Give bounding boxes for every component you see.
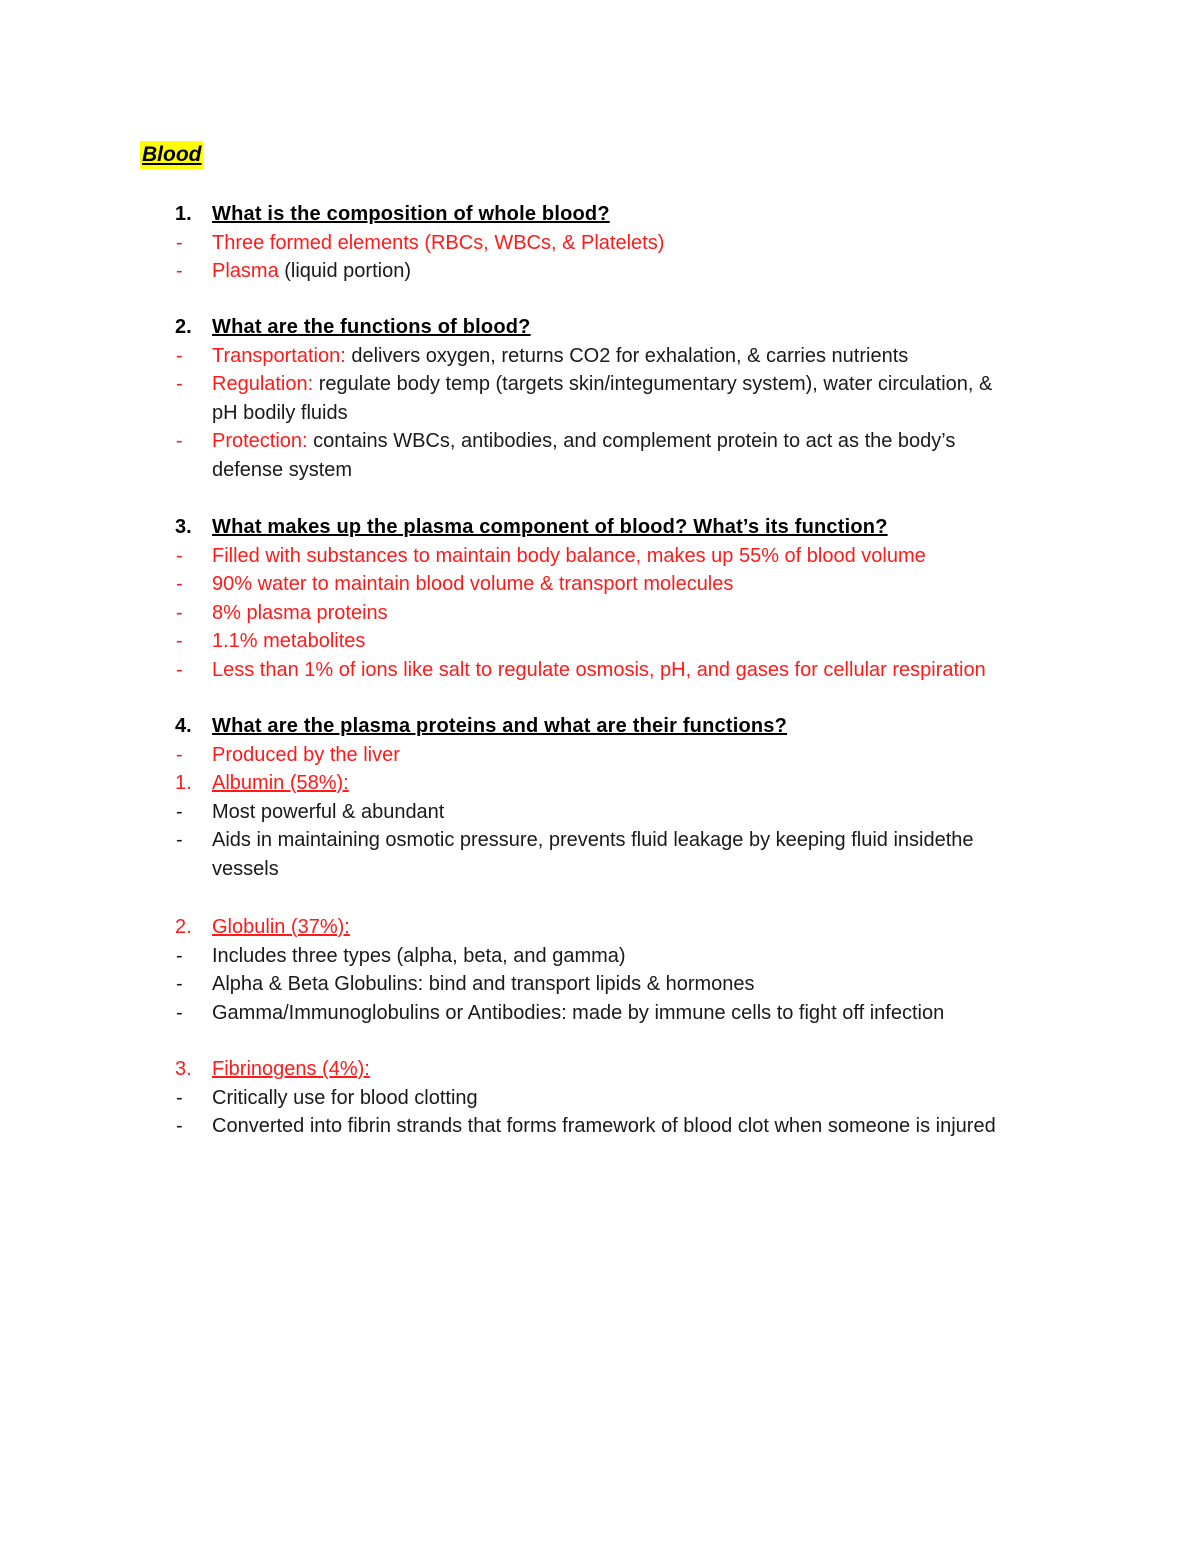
list-item-continuation (0, 399, 1200, 428)
list-item (0, 741, 1200, 770)
list-item (0, 1084, 1200, 1113)
bullet-dash: - (176, 573, 183, 595)
bullet-dash: - (176, 630, 183, 652)
list-item (0, 342, 1200, 371)
bullet-dash: - (176, 544, 183, 567)
list-item (0, 229, 1200, 258)
answer-keyword: Regulation: (212, 373, 314, 395)
question-number: 3. (175, 516, 192, 538)
answer-text: Aids in maintaining osmotic pressure, prevents fluid leakage by keeping fluid insidethe (212, 829, 974, 851)
question-3-line (0, 513, 1200, 542)
bullet-dash: - (176, 658, 183, 681)
list-item (0, 599, 1200, 628)
question-number: 4. (175, 715, 192, 737)
bullet-dash: - (176, 743, 183, 766)
document-title: Blood (140, 141, 203, 169)
answer-text (212, 427, 955, 456)
question-number: 1. (175, 203, 192, 225)
question-2-section (0, 313, 1200, 484)
answer-detail: delivers oxygen, returns CO2 for exhalation, & carries nutrients (345, 344, 909, 367)
bullet-dash: - (176, 373, 183, 395)
question-2-line (0, 313, 1200, 342)
bullet-dash: - (176, 1115, 183, 1137)
answer-text: Less than 1% of ions like salt to regulate osmosis, pH, and gases for cellular respiration (212, 658, 986, 681)
answer-text: Includes three types (alpha, beta, and gamma) (212, 944, 626, 967)
list-item (0, 370, 1200, 399)
list-item-continuation (0, 456, 1200, 485)
answer-text: Filled with substances to maintain body balance, makes up 55% of blood volume (212, 544, 926, 567)
albumin-heading (0, 769, 1200, 798)
bullet-dash: - (176, 973, 183, 995)
question-1-line (0, 200, 1200, 229)
answer-text: Alpha & Beta Globulins: bind and transport lipids & hormones (212, 973, 755, 995)
list-item (0, 942, 1200, 971)
question-text: What makes up the plasma component of blood? What’s its function? (212, 516, 888, 538)
protein-label: Globulin (37%): (212, 916, 350, 938)
list-item (0, 826, 1200, 855)
answer-detail: regulate body temp (targets skin/integumentary system), water circulation, & (313, 373, 993, 395)
question-text: What is the composition of whole blood? (212, 203, 610, 225)
globulin-section (0, 913, 1200, 1027)
answer-detail: contains WBCs, antibodies, and complement protein to act as the body’s (307, 430, 956, 452)
answer-continuation: pH bodily fluids (212, 401, 348, 424)
list-item (0, 999, 1200, 1028)
question-3-section (0, 513, 1200, 684)
question-text: What are the plasma proteins and what are their functions? (212, 715, 788, 737)
list-item-continuation (0, 855, 1200, 884)
answer-text: Produced by the liver (212, 743, 400, 766)
globulin-heading (0, 913, 1200, 942)
question-1-section (0, 200, 1200, 286)
answer-keyword: Plasma (212, 260, 279, 282)
list-item (0, 257, 1200, 286)
answer-text: 8% plasma proteins (212, 601, 388, 624)
answer-text (212, 257, 411, 286)
answer-text: Gamma/Immunoglobulins or Antibodies: made by immune cells to fight off infection (212, 1001, 945, 1024)
question-text: What are the functions of blood? (212, 316, 531, 338)
protein-number: 1. (175, 772, 192, 794)
protein-label: Albumin (58%): (212, 772, 349, 794)
bullet-dash: - (176, 800, 183, 823)
list-item (0, 1112, 1200, 1141)
protein-number: 2. (175, 916, 192, 938)
list-item (0, 627, 1200, 656)
list-item (0, 542, 1200, 571)
bullet-dash: - (176, 1086, 183, 1109)
answer-continuation: defense system (212, 458, 353, 481)
question-number: 2. (175, 316, 192, 338)
answer-keyword: Protection: (212, 430, 308, 452)
protein-number: 3. (175, 1058, 192, 1080)
bullet-dash: - (176, 260, 183, 282)
answer-text: Critically use for blood clotting (212, 1086, 478, 1109)
answer-continuation: vessels (212, 857, 279, 880)
answer-text: 90% water to maintain blood volume & transport molecules (212, 573, 734, 595)
bullet-dash: - (176, 1001, 183, 1024)
answer-text (212, 342, 908, 371)
title-block (140, 141, 203, 169)
answer-text: Most powerful & abundant (212, 800, 445, 823)
answer-detail: (liquid portion) (278, 260, 411, 282)
answer-text: Converted into fibrin strands that forms framework of blood clot when someone is injured (212, 1115, 996, 1137)
bullet-dash: - (176, 430, 183, 452)
answer-text: Three formed elements (RBCs, WBCs, & Platelets) (212, 231, 665, 254)
list-item (0, 970, 1200, 999)
bullet-dash: - (176, 344, 183, 367)
protein-label: Fibrinogens (4%): (212, 1058, 370, 1080)
bullet-dash: - (176, 601, 183, 624)
answer-text: 1.1% metabolites (212, 630, 366, 652)
bullet-dash: - (176, 944, 183, 967)
answer-text (212, 370, 992, 399)
bullet-dash: - (176, 231, 183, 254)
question-4-section (0, 712, 1200, 883)
bullet-dash: - (176, 829, 183, 851)
question-4-line (0, 712, 1200, 741)
list-item (0, 570, 1200, 599)
answer-keyword: Transportation: (212, 344, 346, 367)
list-item (0, 798, 1200, 827)
list-item (0, 656, 1200, 685)
fibrinogens-heading (0, 1055, 1200, 1084)
fibrinogens-section (0, 1055, 1200, 1141)
list-item (0, 427, 1200, 456)
